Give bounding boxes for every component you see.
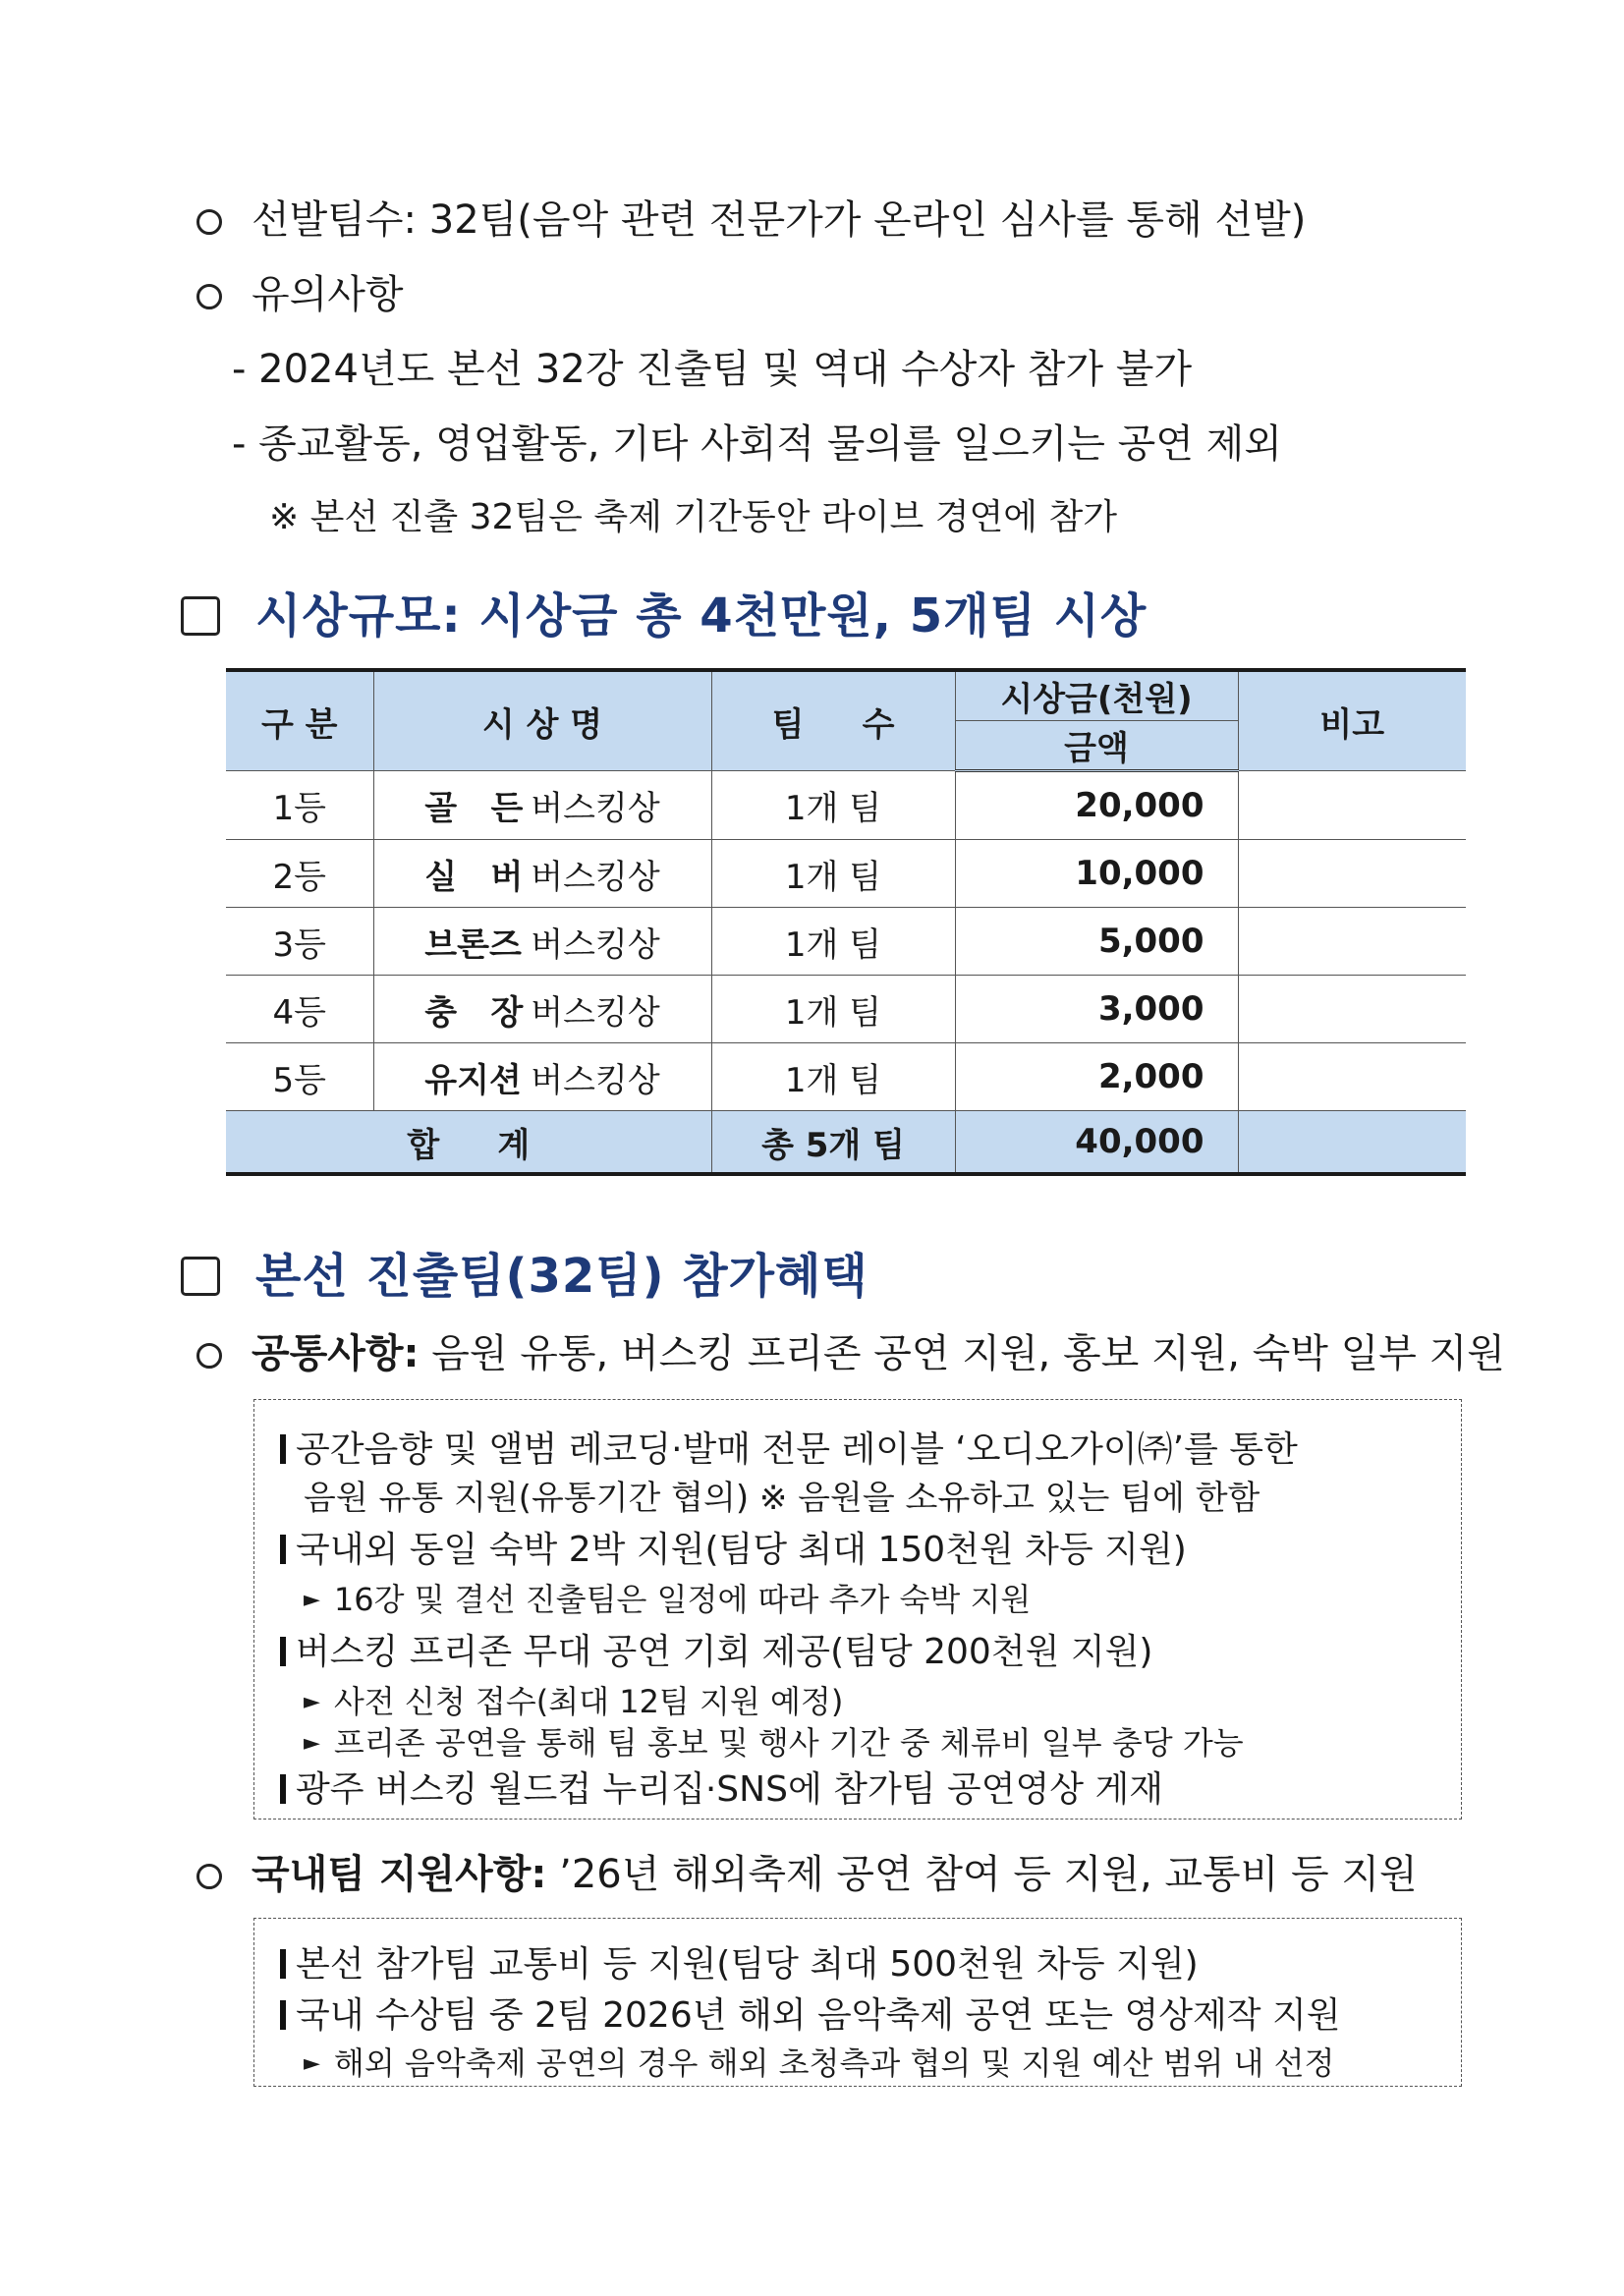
box-sub-3b: ► 프리존 공연을 통해 팀 홍보 및 행사 기간 중 체류비 일부 충당 가능	[304, 1724, 1244, 1762]
triangle-bullet-icon: ►	[304, 1731, 320, 1756]
box-bullet-4: 광주 버스킹 월드컵 누리집·SNS에 참가팀 공연영상 게재	[280, 1762, 1163, 1812]
note-cell	[1238, 771, 1466, 840]
table-row	[226, 1043, 1466, 1111]
bar-bullet-icon	[280, 1637, 286, 1666]
circle-bullet-icon	[196, 284, 222, 309]
note-cell	[1238, 976, 1466, 1043]
box-sub-3a: ► 사전 신청 접수(최대 12팀 지원 예정)	[304, 1683, 844, 1720]
box-sub-2: ► 16강 및 결선 진출팀은 일정에 따라 추가 숙박 지원	[304, 1581, 1032, 1618]
award-name-cell: 브론즈 버스킹상	[373, 908, 711, 976]
box-sub-2: ► 해외 음악축제 공연의 경우 해외 초청측과 협의 및 지원 예산 범위 내 선정	[304, 2044, 1335, 2082]
domestic-support-box	[253, 1918, 1462, 2087]
header-teams: 팀 수	[711, 670, 955, 771]
intro-dash-2: - 종교활동, 영업활동, 기타 사회적 물의를 일으키는 공연 제외	[232, 421, 1282, 467]
table-row	[226, 908, 1466, 976]
total-teams: 총 5개 팀	[711, 1111, 955, 1175]
intro-item-notes: 유의사항	[196, 263, 404, 319]
amount-cell: 10,000	[955, 840, 1238, 908]
note-cell	[1238, 840, 1466, 908]
award-name-cell: 충 장 버스킹상	[373, 976, 711, 1043]
header-amount: 금액	[955, 721, 1238, 771]
box-bullet-2: 국내 수상팀 중 2팀 2026년 해외 음악축제 공연 또는 영상제작 지원	[280, 1988, 1341, 2038]
teams-cell: 1개 팀	[711, 908, 955, 976]
triangle-bullet-icon: ►	[304, 1690, 320, 1714]
box-bullet-2: 국내외 동일 숙박 2박 지원(팀당 최대 150천원 차등 지원)	[280, 1522, 1187, 1572]
square-checkbox-icon	[181, 1257, 220, 1296]
box-bullet-3: 버스킹 프리존 무대 공연 기회 제공(팀당 200천원 지원)	[280, 1624, 1152, 1674]
table-row	[226, 771, 1466, 840]
bar-bullet-icon	[280, 2000, 286, 2030]
award-name-cell: 골 든 버스킹상	[373, 771, 711, 840]
box-bullet-1: 본선 참가팀 교통비 등 지원(팀당 최대 500천원 차등 지원)	[280, 1936, 1199, 1987]
header-note: 비고	[1238, 670, 1466, 771]
amount-cell: 20,000	[955, 771, 1238, 840]
rank-cell: 5등	[226, 1043, 373, 1111]
teams-cell: 1개 팀	[711, 1043, 955, 1111]
amount-cell: 5,000	[955, 908, 1238, 976]
total-amount: 40,000	[955, 1111, 1238, 1175]
header-prize: 시상금(천원)	[955, 670, 1238, 721]
total-note	[1238, 1111, 1466, 1175]
header-award: 시 상 명	[373, 670, 711, 771]
note-cell	[1238, 908, 1466, 976]
box-bullet-1-cont: 음원 유통 지원(유통기간 협의) ※ 음원을 소유하고 있는 팀에 한함	[304, 1479, 1260, 1518]
total-label: 합 계	[226, 1111, 711, 1175]
intro-item-selection: 선발팀수: 32팀(음악 관련 전문가가 온라인 심사를 통해 선발)	[196, 189, 1306, 245]
teams-cell: 1개 팀	[711, 976, 955, 1043]
box-bullet-1: 공간음향 및 앨범 레코딩·발매 전문 레이블 ‘오디오가이㈜’를 통한	[280, 1422, 1298, 1472]
section-prize-heading: 시상규모: 시상금 총 4천만원, 5개팀 시상	[181, 578, 1147, 645]
triangle-bullet-icon: ►	[304, 2051, 320, 2076]
amount-cell: 3,000	[955, 976, 1238, 1043]
header-category: 구 분	[226, 670, 373, 771]
circle-bullet-icon	[196, 1343, 222, 1369]
table-row	[226, 840, 1466, 908]
award-name-cell: 유지션 버스킹상	[373, 1043, 711, 1111]
prize-table	[226, 668, 1466, 1176]
section-benefits-heading: 본선 진출팀(32팀) 참가혜택	[181, 1238, 868, 1306]
circle-bullet-icon	[196, 209, 222, 235]
bar-bullet-icon	[280, 1774, 286, 1804]
intro-dash-1: - 2024년도 본선 32강 진출팀 및 역대 수상자 참가 불가	[232, 347, 1193, 392]
intro-note: ※ 본선 진출 32팀은 축제 기간동안 라이브 경연에 참가	[269, 497, 1118, 537]
teams-cell: 1개 팀	[711, 840, 955, 908]
total-row	[226, 1111, 1466, 1175]
rank-cell: 4등	[226, 976, 373, 1043]
rank-cell: 1등	[226, 771, 373, 840]
award-name-cell: 실 버 버스킹상	[373, 840, 711, 908]
teams-cell: 1개 팀	[711, 771, 955, 840]
note-cell	[1238, 1043, 1466, 1111]
table-row	[226, 976, 1466, 1043]
square-checkbox-icon	[181, 596, 220, 636]
bar-bullet-icon	[280, 1949, 286, 1979]
bar-bullet-icon	[280, 1434, 286, 1464]
circle-bullet-icon	[196, 1864, 222, 1889]
amount-cell: 2,000	[955, 1043, 1238, 1111]
triangle-bullet-icon: ►	[304, 1588, 320, 1612]
common-benefits-box	[253, 1399, 1462, 1820]
bar-bullet-icon	[280, 1535, 286, 1564]
rank-cell: 2등	[226, 840, 373, 908]
domestic-support-line: 국내팀 지원사항: ’26년 해외축제 공연 참여 등 지원, 교통비 등 지원	[196, 1843, 1418, 1899]
common-benefits-line: 공통사항: 음원 유통, 버스킹 프리존 공연 지원, 홍보 지원, 숙박 일부 지원	[196, 1322, 1505, 1378]
rank-cell: 3등	[226, 908, 373, 976]
